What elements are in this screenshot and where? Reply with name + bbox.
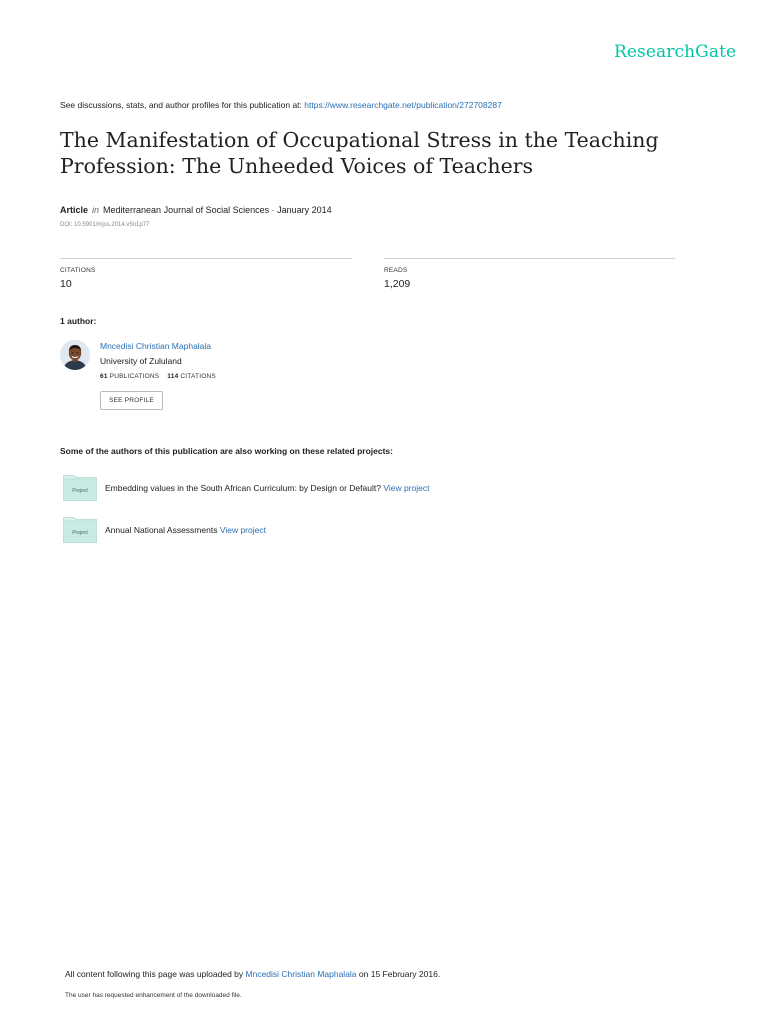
upload-prefix: All content following this page was uploaded by: [65, 969, 246, 979]
article-meta: [60, 205, 332, 215]
authors-heading: 1 author:: [60, 316, 97, 326]
person-avatar-icon[interactable]: [60, 340, 90, 370]
publication-url-link[interactable]: https://www.researchgate.net/publication/272708287: [304, 100, 502, 110]
project-item: [105, 483, 429, 493]
author-citations-label: CITATIONS: [180, 373, 216, 380]
journal-date: Mediterranean Journal of Social Sciences · January 2014: [103, 205, 332, 215]
reads-label: READS: [384, 267, 408, 274]
project-icon-label: Project: [72, 530, 88, 536]
author-institution: University of Zululand: [100, 356, 182, 366]
upload-suffix: on 15 February 2016.: [356, 969, 441, 979]
project-folder-icon: [63, 475, 96, 501]
project-title: Embedding values in the South African Curriculum: by Design or Default?: [105, 483, 381, 493]
article-in-word: in: [92, 205, 100, 215]
project-icon-label: Project: [72, 488, 88, 494]
author-publications-count: 61: [100, 373, 108, 380]
enhancement-note: The user has requested enhancement of the downloaded file.: [65, 992, 242, 999]
article-title-line-1: The Manifestation of Occupational Stress in the Teaching: [60, 128, 659, 152]
article-title: [60, 127, 700, 179]
author-stats: [100, 373, 216, 380]
divider-citations: [60, 258, 352, 259]
discussion-line: [60, 100, 502, 110]
citations-value: 10: [60, 278, 72, 290]
researchgate-logo[interactable]: ResearchGate: [614, 42, 737, 62]
view-project-link[interactable]: View project: [383, 483, 430, 493]
article-type: Article: [60, 205, 89, 215]
discussion-prefix: See discussions, stats, and author profiles for this publication at:: [60, 100, 305, 110]
article-title-line-2: Profession: The Unheeded Voices of Teachers: [60, 154, 534, 178]
see-profile-button[interactable]: SEE PROFILE: [100, 391, 163, 410]
reads-value: 1,209: [384, 278, 411, 290]
uploader-link[interactable]: Mncedisi Christian Maphalala: [245, 969, 357, 979]
author-citations-count: 114: [167, 373, 179, 380]
project-folder-icon: [63, 517, 96, 543]
project-item: [105, 525, 266, 535]
author-name-link[interactable]: Mncedisi Christian Maphalala: [100, 341, 212, 351]
upload-note: [65, 969, 440, 979]
divider-reads: [384, 258, 675, 259]
author-publications-label: PUBLICATIONS: [109, 373, 160, 380]
project-title: Annual National Assessments: [105, 525, 218, 535]
projects-heading: Some of the authors of this publication are also working on these related projects:: [60, 446, 393, 456]
citations-label: CITATIONS: [60, 267, 96, 274]
article-doi: DOI: 10.5901/mjss.2014.v5n1p77: [60, 222, 150, 228]
view-project-link[interactable]: View project: [219, 525, 266, 535]
